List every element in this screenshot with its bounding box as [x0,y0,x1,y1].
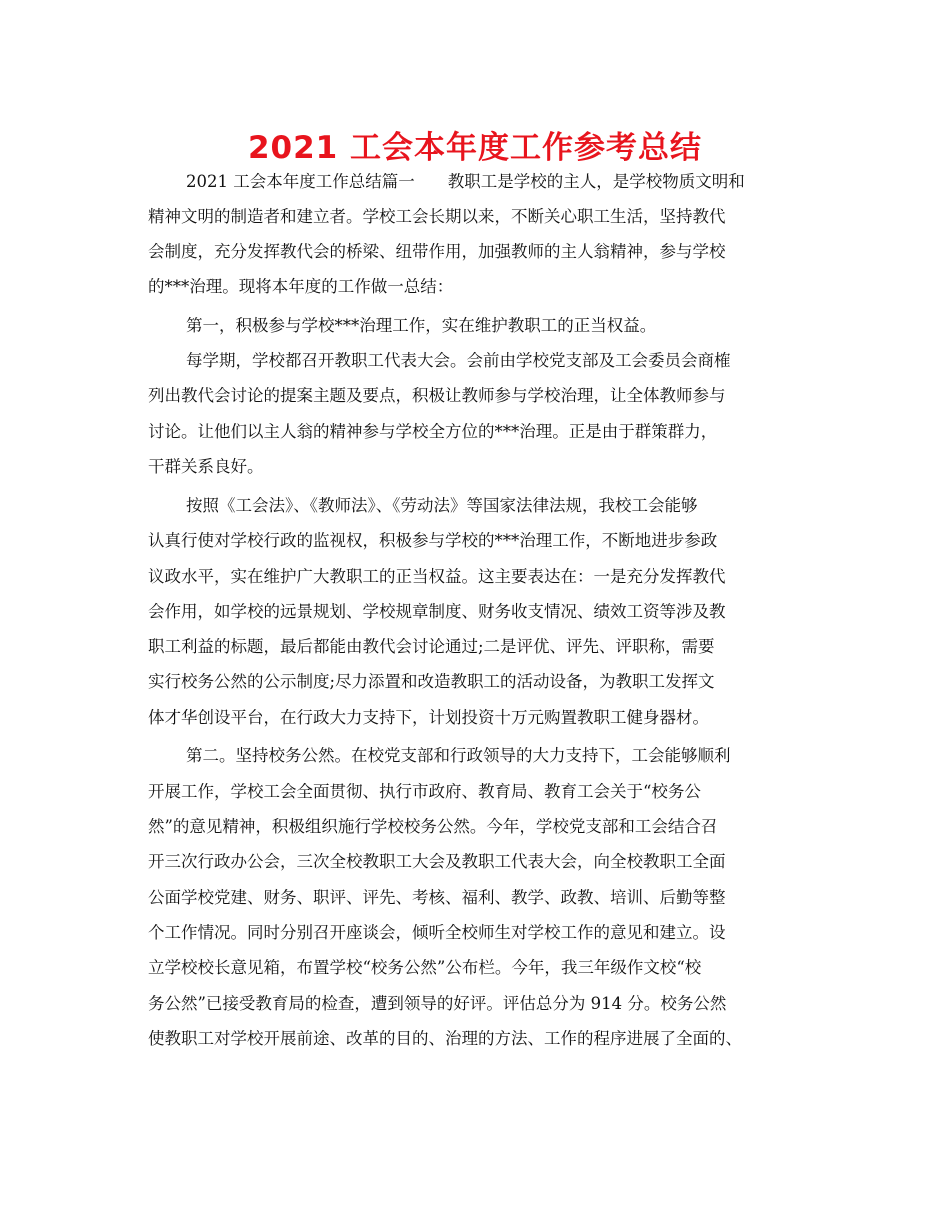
paragraph-line: 干群关系良好。 [148,457,264,476]
paragraph-line: 议政水平，实在维护广大教职工的正当权益。这主要表达在：一是充分发挥教代 [148,567,726,586]
paragraph-line: 的***治理。现将本年度的工作做一总结： [148,277,454,296]
paragraph-line: 列出教代会讨论的提案主题及要点，积极让教师参与学校治理，让全体教师参与 [148,386,726,405]
paragraph-line: 按照《工会法》、《教师法》、《劳动法》等国家法律法规，我校工会能够 [186,496,698,515]
paragraph-line: 开三次行政办公会，三次全校教职工大会及教职工代表大会，向全校教职工全面 [148,852,726,871]
paragraph-line: 每学期，学校都召开教职工代表大会。会前由学校党支部及工会委员会商榷 [186,351,731,370]
paragraph-line: 体才华创设平台，在行政大力支持下，计划投资十万元购置教职工健身器材。 [148,708,709,727]
paragraph-line: 认真行使对学校行政的监视权，积极参与学校的***治理工作，不断地进步参政 [148,531,718,550]
paragraph-line: 第二。坚持校务公然。在校党支部和行政领导的大力支持下，工会能够顺利 [186,746,731,765]
paragraph-line: 个工作情况。同时分别召开座谈会，倾听全校师生对学校工作的意见和建立。设 [148,923,726,942]
paragraph-line: 会制度，充分发挥教代会的桥梁、纽带作用，加强教师的主人翁精神，参与学校 [148,242,726,261]
paragraph-line: 第一，积极参与学校***治理工作，实在维护教职工的正当权益。 [186,316,657,335]
paragraph-line: 然”的意见精神，积极组织施行学校校务公然。今年，学校党支部和工会结合召 [148,817,718,836]
paragraph-line: 务公然”已接受教育局的检查，遭到领导的好评。评估总分为 914 分。校务公然 [148,994,727,1013]
paragraph-line: 2021 工会本年度工作总结篇一 教职工是学校的主人，是学校物质文明和 [186,172,745,191]
paragraph-line: 精神文明的制造者和建立者。学校工会长期以来，不断关心职工生活，坚持教代 [148,207,726,226]
document-title: 2021 工会本年度工作参考总结 [247,130,703,166]
paragraph-line: 使教职工对学校开展前途、改革的目的、治理的方法、工作的程序进展了全面的、 [148,1029,742,1048]
paragraph-line: 公面学校党建、财务、职评、评先、考核、福利、教学、政教、培训、后勤等整 [148,888,726,907]
paragraph-line: 会作用，如学校的远景规划、学校规章制度、财务收支情况、绩效工资等涉及教 [148,602,726,621]
paragraph-line: 职工利益的标题，最后都能由教代会讨论通过;二是评优、评先、评职称，需要 [148,637,715,656]
paragraph-line: 讨论。让他们以主人翁的精神参与学校全方位的***治理。正是由于群策群力， [148,422,718,441]
paragraph-line: 开展工作，学校工会全面贯彻、执行市政府、教育局、教育工会关于“校务公 [148,782,701,801]
paragraph-line: 立学校校长意见箱，布置学校“校务公然”公布栏。今年，我三年级作文校“校 [148,958,702,977]
paragraph-line: 实行校务公然的公示制度;尽力添置和改造教职工的活动设备，为教职工发挥文 [148,672,715,691]
